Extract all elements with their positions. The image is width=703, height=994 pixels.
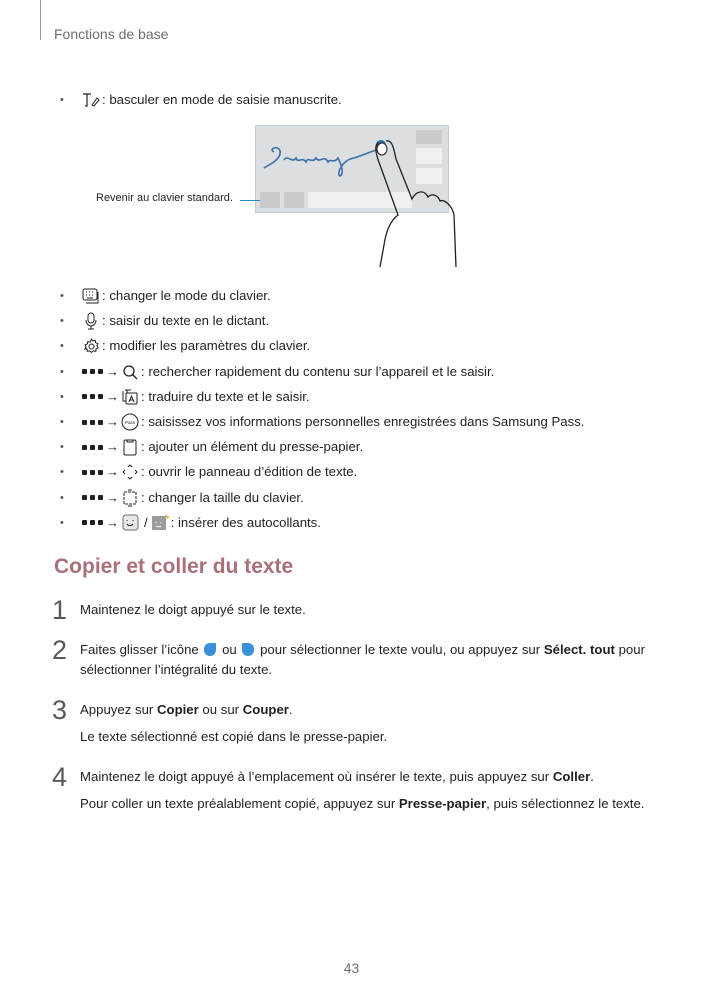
step-text-part: Maintenez le doigt appuyé à l’emplacement où insérer le texte, puis appuyez sur: [80, 769, 550, 784]
step-text-part: ou: [222, 642, 237, 657]
bullet-dot: •: [60, 466, 64, 479]
sticker-icon: [121, 514, 139, 532]
keyboard-switch-key: [260, 192, 280, 208]
list-item: [60, 462, 357, 482]
step-number: 4: [52, 762, 68, 792]
step-text-part: .: [590, 769, 594, 784]
more-options-icon: [82, 495, 103, 500]
callout-label: Revenir au clavier standard.: [96, 192, 233, 204]
more-options-icon: [82, 470, 103, 475]
callout-line: [240, 200, 260, 201]
symbol-key: [284, 192, 304, 208]
page-number: 43: [343, 960, 360, 976]
list-item: [60, 336, 310, 356]
step-text-part: pour sélectionner l’intégralité du texte.: [80, 642, 645, 677]
step-number: 3: [52, 695, 68, 725]
arrow: →: [106, 464, 119, 480]
step-number: 1: [52, 595, 68, 625]
list-item: [60, 286, 271, 306]
list-item: [60, 412, 584, 432]
selection-handle-right-icon: [242, 643, 254, 656]
step-text-part: pour sélectionner le texte voulu, ou appuyez sur: [260, 642, 541, 657]
step-text: [80, 700, 660, 720]
bullet-text: : saisir du texte en le dictant.: [102, 313, 270, 329]
arrow: →: [106, 439, 119, 455]
ui-term-cut: Couper: [242, 702, 289, 717]
search-icon: [121, 363, 139, 381]
list-item: [60, 387, 310, 407]
arrow: →: [106, 414, 119, 429]
list-item: [60, 90, 342, 110]
bullet-dot: •: [60, 416, 64, 428]
more-options-icon: [82, 445, 103, 450]
more-options-icon: [82, 420, 103, 425]
bullet-text: : saisissez vos informations personnelles enregistrées dans Samsung Pass.: [141, 414, 585, 429]
keyboard-resize-icon: [121, 489, 139, 507]
arrow: →: [106, 514, 119, 530]
more-options-icon: [82, 369, 103, 374]
list-item: [60, 362, 494, 382]
step-text: [80, 767, 660, 787]
bullet-dot: •: [60, 315, 64, 328]
keyboard-mode-icon: [82, 287, 100, 305]
bullet-dot: •: [60, 340, 64, 353]
list-item: [60, 437, 363, 457]
separator: /: [144, 514, 148, 530]
step-text-part: Appuyez sur: [80, 702, 154, 717]
step-text: [80, 640, 660, 680]
step-text-part: , puis sélectionnez le texte.: [486, 796, 645, 811]
bullet-text: : modifier les paramètres du clavier.: [102, 338, 311, 354]
ui-term-copy: Copier: [156, 702, 199, 717]
bullet-dot: •: [60, 516, 64, 529]
bullet-dot: •: [60, 390, 64, 403]
more-options-icon: [82, 520, 103, 525]
bullet-dot: •: [60, 290, 64, 302]
bullet-text: : changer le mode du clavier.: [102, 288, 271, 303]
arrow: →: [106, 489, 119, 505]
list-item: [60, 311, 269, 331]
bullet-text: : ouvrir le panneau d’édition de texte.: [141, 464, 358, 480]
bullet-text: : ajouter un élément du presse-papier.: [141, 439, 364, 455]
hand-illustration: [360, 135, 460, 270]
bullet-dot: •: [60, 491, 64, 504]
arrow: →: [106, 363, 119, 379]
step-text: Maintenez le doigt appuyé sur le texte.: [80, 602, 306, 617]
step-number: 2: [52, 635, 68, 665]
bullet-text: : rechercher rapidement du contenu sur l’appareil et le saisir.: [141, 363, 495, 379]
header-rule: [40, 0, 41, 40]
step-text-part: Faites glisser l’icône: [80, 642, 199, 657]
more-options-icon: [82, 394, 103, 399]
step-text-part: Pour coller un texte préalablement copié, appuyez sur: [80, 796, 396, 811]
bullet-text: : basculer en mode de saisie manuscrite.: [102, 92, 342, 107]
chapter-title: Fonctions de base: [54, 26, 169, 42]
handwriting-icon: [82, 91, 100, 109]
step-note: Le texte sélectionné est copié dans le presse-papier.: [80, 729, 388, 744]
arrow: →: [106, 388, 119, 404]
settings-gear-icon: [82, 337, 100, 355]
samsung-pass-icon: [121, 413, 139, 431]
clipboard-icon: [121, 438, 139, 456]
step-note: [80, 794, 680, 814]
bullet-text: : insérer des autocollants.: [170, 514, 321, 530]
step-text-part: ou sur: [202, 702, 240, 717]
section-title: Copier et coller du texte: [54, 555, 294, 578]
bullet-text: : changer la taille du clavier.: [141, 489, 304, 505]
step-text-part: .: [288, 702, 293, 717]
bullet-text: : traduire du texte et le saisir.: [141, 388, 310, 404]
bullet-dot: •: [60, 94, 64, 106]
bullet-dot: •: [60, 365, 64, 378]
ui-term-paste: Coller: [552, 769, 591, 784]
live-sticker-icon: [151, 514, 169, 532]
bullet-dot: •: [60, 441, 64, 454]
list-item: [60, 488, 304, 508]
text-edit-panel-icon: [121, 463, 139, 481]
microphone-icon: [82, 312, 100, 330]
svg-text:Pass: Pass: [124, 420, 136, 425]
list-item: [60, 513, 321, 533]
selection-handle-left-icon: [204, 643, 216, 656]
ui-term-select-all: Sélect. tout: [543, 642, 615, 657]
translate-icon: [121, 388, 139, 406]
ui-term-clipboard: Presse-papier: [398, 796, 487, 811]
